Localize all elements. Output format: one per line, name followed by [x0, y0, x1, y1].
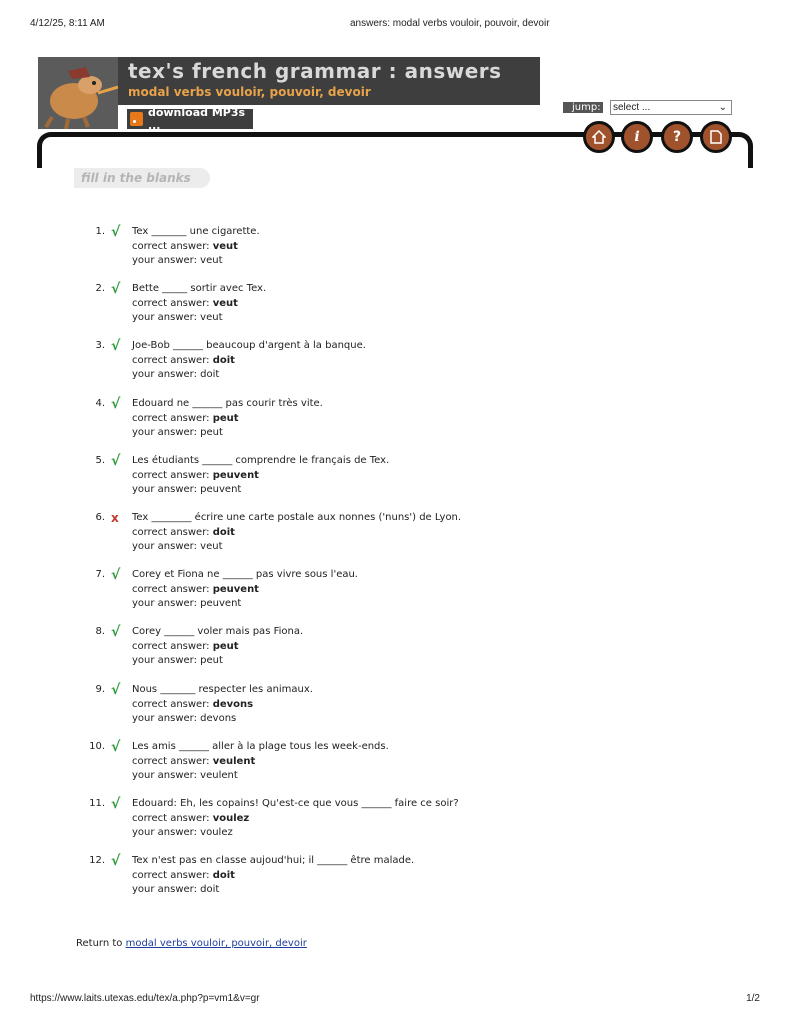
armadillo-mascot-icon [38, 57, 118, 129]
question-prompt: Corey ______ voler mais pas Fiona. [132, 626, 304, 638]
correct-answer: doit [212, 870, 235, 882]
checkmark-icon: √ [111, 738, 121, 755]
help-button[interactable] [661, 121, 693, 153]
your-answer: veut [200, 255, 223, 266]
correct-prefix: correct answer: [132, 870, 210, 882]
question-prompt: Nous _______ respecter les animaux. [132, 683, 313, 695]
correct-prefix: correct answer: [132, 527, 210, 538]
checkmark-icon: √ [111, 281, 121, 298]
your-answer-line [132, 598, 241, 609]
correct-answer-line [132, 584, 259, 595]
your-prefix: your answer: [132, 369, 197, 381]
question-prompt: Tex _______ une cigarette. [132, 226, 260, 237]
your-answer: veulent [200, 769, 238, 781]
correct-answer: devons [212, 698, 254, 710]
your-prefix: your answer: [132, 541, 197, 552]
question-number: 7. [95, 569, 105, 581]
home-icon [592, 130, 606, 144]
checkmark-icon: √ [111, 395, 121, 412]
correct-answer: peuvent [212, 469, 259, 481]
question-number: 1. [95, 226, 105, 237]
your-answer-line [132, 312, 223, 323]
your-answer: peuvent [200, 598, 242, 610]
question-number: 8. [95, 626, 105, 638]
correct-prefix: correct answer: [132, 641, 210, 653]
your-prefix: your answer: [132, 426, 197, 438]
site-title: tex's french grammar : answers [128, 59, 502, 83]
question-prompt: Tex ________ écrire une carte postale aux nonnes ('nuns') de Lyon. [132, 512, 462, 523]
your-prefix: your answer: [132, 598, 197, 610]
print-title: answers: modal verbs vouloir, pouvoir, devoir [350, 18, 550, 29]
correct-answer-line [132, 870, 235, 881]
your-answer-line [132, 827, 233, 838]
your-prefix: your answer: [132, 255, 197, 266]
section-title: fill in the blanks [74, 168, 210, 188]
question-number: 5. [95, 454, 105, 466]
document-icon [710, 130, 722, 144]
jump-selected-value: select ... [613, 102, 651, 113]
your-answer: voulez [200, 827, 233, 838]
correct-answer: peuvent [212, 584, 259, 596]
correct-answer-line [132, 241, 238, 252]
question-prompt: Edouard ne ______ pas courir très vite. [132, 397, 323, 409]
page-subtitle: modal verbs vouloir, pouvoir, devoir [128, 85, 371, 99]
question-number: 2. [95, 283, 105, 295]
correct-prefix: correct answer: [132, 298, 210, 310]
your-answer: peut [200, 655, 223, 667]
correct-prefix: correct answer: [132, 469, 210, 481]
question-prompt: Les étudiants ______ comprendre le français de Tex. [132, 454, 390, 466]
correct-prefix: correct answer: [132, 584, 210, 596]
correct-prefix: correct answer: [132, 698, 210, 710]
question-number: 9. [95, 683, 105, 695]
your-prefix: your answer: [132, 655, 197, 667]
cross-icon: x [111, 511, 119, 525]
correct-prefix: correct answer: [132, 412, 210, 424]
question-prompt: Tex n'est pas en classe aujoud'hui; il ______ être malade. [132, 855, 415, 867]
question-prompt: Joe-Bob ______ beaucoup d'argent à la banque. [132, 340, 366, 352]
your-answer: peuvent [200, 483, 242, 495]
your-answer-line [132, 770, 238, 781]
checkmark-icon: √ [111, 452, 121, 469]
your-answer-line [132, 713, 236, 724]
checkmark-icon: √ [111, 338, 121, 355]
your-answer-line [132, 541, 223, 552]
your-answer-line [132, 655, 223, 666]
checkmark-icon: √ [111, 681, 121, 698]
correct-answer: veut [212, 298, 238, 310]
correct-answer-line [132, 641, 239, 652]
your-answer: doit [200, 369, 220, 381]
your-prefix: your answer: [132, 884, 197, 896]
return-link[interactable]: modal verbs vouloir, pouvoir, devoir [125, 938, 307, 949]
your-answer: devons [200, 712, 237, 724]
correct-answer-line [132, 413, 239, 424]
your-answer-line [132, 255, 223, 266]
correct-answer-line [132, 699, 253, 710]
correct-answer: veulent [212, 755, 256, 767]
correct-answer: voulez [212, 813, 250, 824]
correct-answer: peut [212, 641, 239, 653]
correct-answer: doit [212, 355, 235, 367]
question-number: 11. [89, 798, 105, 809]
chevron-down-icon: ⌄ [718, 102, 727, 113]
info-icon: i [634, 129, 640, 145]
correct-prefix: correct answer: [132, 241, 210, 252]
correct-answer-line [132, 756, 255, 767]
correct-answer-line [132, 298, 238, 309]
print-button[interactable] [700, 121, 732, 153]
download-mp3s-button[interactable] [127, 106, 253, 132]
question-number: 12. [89, 855, 105, 867]
correct-answer: veut [212, 241, 238, 252]
your-answer: peut [200, 426, 223, 438]
print-url: https://www.laits.utexas.edu/tex/a.php?p=vm1&v=gr [30, 993, 260, 1004]
info-button[interactable] [621, 121, 653, 153]
correct-prefix: correct answer: [132, 813, 210, 824]
question-prompt: Les amis ______ aller à la plage tous les week-ends. [132, 740, 389, 752]
rss-icon [130, 112, 143, 126]
question-number: 6. [95, 512, 105, 523]
checkmark-icon: √ [111, 853, 121, 870]
your-answer-line [132, 884, 219, 895]
return-prefix: Return to [76, 938, 123, 949]
checkmark-icon: √ [111, 567, 121, 584]
correct-answer-line [132, 527, 235, 538]
your-answer: veut [200, 541, 223, 552]
jump-label: jump: [563, 102, 603, 113]
your-prefix: your answer: [132, 827, 197, 838]
your-answer-line [132, 427, 223, 438]
return-line [76, 938, 307, 949]
help-icon: ? [672, 129, 682, 145]
checkmark-icon: √ [111, 624, 121, 641]
your-prefix: your answer: [132, 712, 197, 724]
correct-answer-line [132, 813, 249, 824]
print-page-number: 1/2 [746, 993, 760, 1004]
correct-answer: peut [212, 412, 239, 424]
correct-answer-line [132, 470, 259, 481]
your-answer-line [132, 369, 219, 380]
your-answer-line [132, 484, 241, 495]
jump-select[interactable] [610, 100, 732, 115]
correct-answer: doit [212, 527, 235, 538]
question-number: 10. [89, 740, 105, 752]
download-label: download MP3s ... [147, 106, 246, 132]
your-answer: doit [200, 884, 220, 896]
your-prefix: your answer: [132, 483, 197, 495]
correct-answer-line [132, 355, 235, 366]
print-date: 4/12/25, 8:11 AM [30, 18, 105, 29]
correct-prefix: correct answer: [132, 755, 210, 767]
site-banner [38, 57, 540, 129]
your-answer: veut [200, 312, 223, 324]
checkmark-icon: √ [111, 224, 121, 240]
checkmark-icon: √ [111, 796, 121, 812]
question-number: 4. [95, 397, 105, 409]
question-prompt: Edouard: Eh, les copains! Qu'est-ce que vous ______ faire ce soir? [132, 798, 459, 809]
correct-prefix: correct answer: [132, 355, 210, 367]
question-number: 3. [95, 340, 105, 352]
your-prefix: your answer: [132, 312, 197, 324]
home-button[interactable] [583, 121, 615, 153]
your-prefix: your answer: [132, 769, 197, 781]
question-prompt: Bette _____ sortir avec Tex. [132, 283, 267, 295]
question-prompt: Corey et Fiona ne ______ pas vivre sous l'eau. [132, 569, 358, 581]
